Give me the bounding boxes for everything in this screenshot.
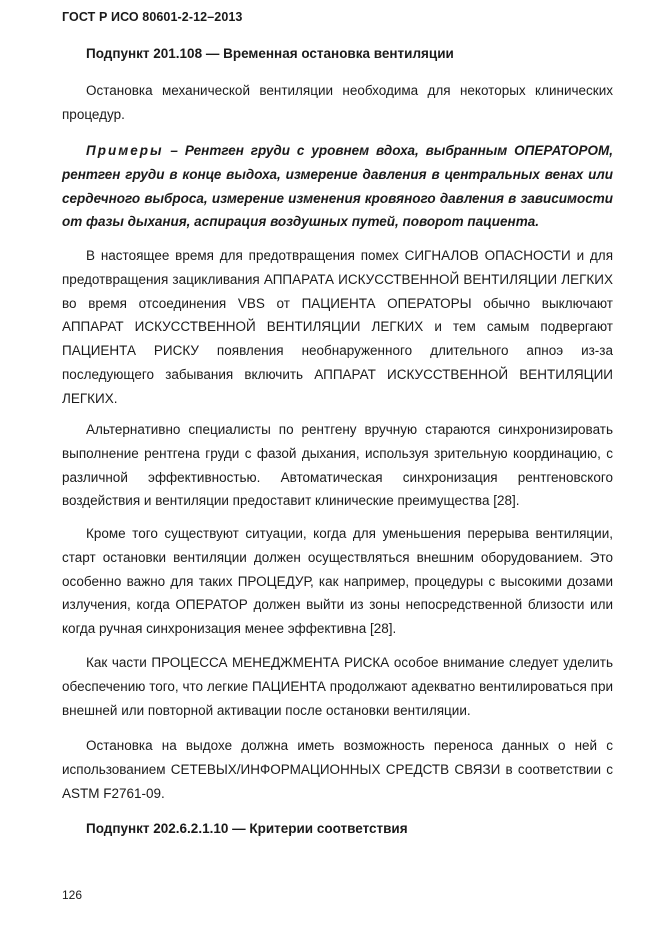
paragraph-1: Остановка механической вентиляции необходима для некоторых клинических процедур. — [62, 83, 613, 122]
examples-text: Рентген груди с уровнем вдоха, выбранным ОПЕРАТОРОМ, рентген груди в конце выдоха, измерение давления в центральных венах или сердечного выброса, измерение изменения кровяного давления в зависимости от фазы дыхания, аспирация воздушных путей, поворот пациента. — [62, 143, 613, 230]
paragraph-5: Как части ПРОЦЕССА МЕНЕДЖМЕНТА РИСКА особое внимание следует уделить обеспечению того, что легкие ПАЦИЕНТА продолжают адекватно вентилироваться при внешней или повторной активации после остановки вентиляции. — [62, 655, 613, 718]
examples-paragraph — [62, 139, 613, 234]
paragraph-6: Остановка на выдохе должна иметь возможность переноса данных о ней с использованием СЕТЕВЫХ/ИНФОРМАЦИОННЫХ СРЕДСТВ СВЯЗИ в соответствии с ASTM F2761-09. — [62, 738, 613, 801]
section-heading-201-108: Подпункт 201.108 — Временная остановка вентиляции — [86, 46, 454, 61]
examples-label: Примеры — [86, 143, 164, 158]
paragraph-4: Кроме того существуют ситуации, когда для уменьшения перерыва вентиляции, старт остановки вентиляции должен осуществляться внешним оборудованием. Это особенно важно для таких ПРОЦЕДУР, как например, процедуры с высокими дозами излучения, когда ОПЕРАТОР должен выйти из зоны непосредственной близости или когда ручная синхронизация менее эффективна [28]. — [62, 526, 613, 637]
examples-dash: – — [163, 143, 185, 158]
paragraph-3: Альтернативно специалисты по рентгену вручную стараются синхронизировать выполнение рентгена груди с фазой дыхания, используя зрительную координацию, с различной эффективностью. Автоматическая синхронизация рентгеновского воздействия и вентиляции предоставит клинические преимущества [28]. — [62, 422, 613, 509]
section-heading-202-6-2-1-10: Подпункт 202.6.2.1.10 — Критерии соответствия — [86, 821, 408, 836]
document-header: ГОСТ Р ИСО 80601-2-12–2013 — [62, 10, 243, 24]
paragraph-2: В настоящее время для предотвращения помех СИГНАЛОВ ОПАСНОСТИ и для предотвращения зацикливания АППАРАТА ИСКУССТВЕННОЙ ВЕНТИЛЯЦИИ ЛЕГКИХ во время отсоединения VBS от ПАЦИЕНТА ОПЕРАТОРЫ обычно выключают АППАРАТ ИСКУССТВЕННОЙ ВЕНТИЛЯЦИИ ЛЕГКИХ и тем самым подвергают ПАЦИЕНТА РИСКУ появления необнаруженного длительного апноэ из-за последующего забывания включить АППАРАТ ИСКУССТВЕННОЙ ВЕНТИЛЯЦИИ ЛЕГКИХ. — [62, 248, 613, 406]
page-number: 126 — [62, 888, 83, 902]
